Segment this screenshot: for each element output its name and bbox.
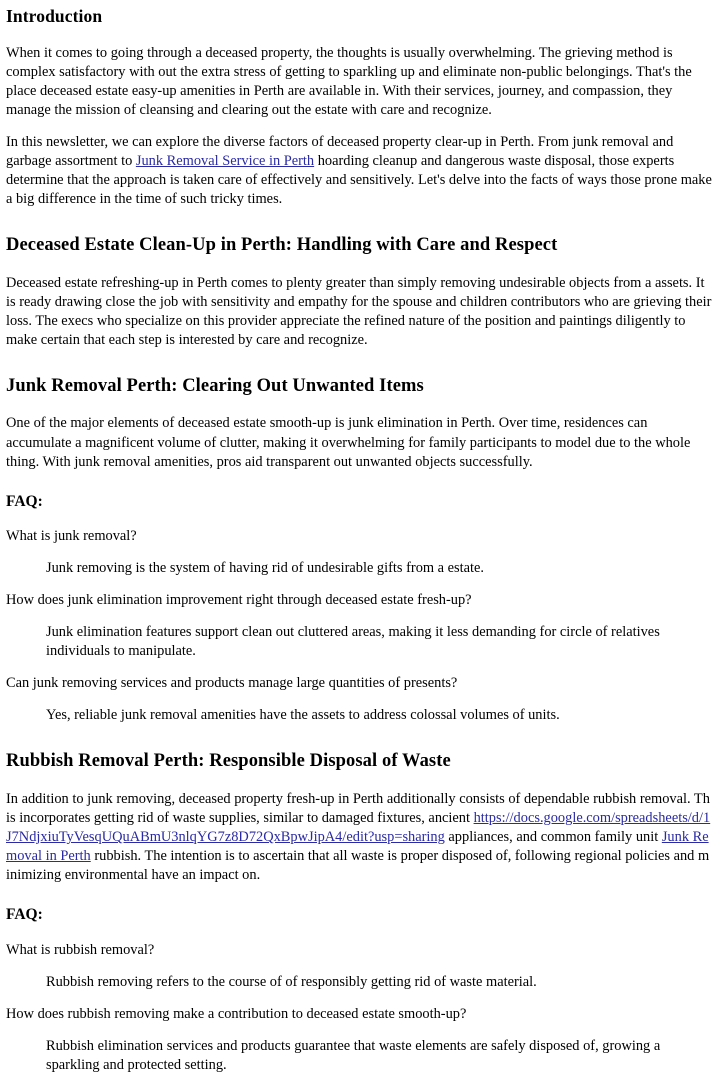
faq-question: What is junk removal? xyxy=(6,528,137,545)
faq-question: Can junk removing services and products manage large quantities of presents? xyxy=(6,675,458,692)
spacer xyxy=(6,472,712,493)
faq-answer: Yes, reliable junk removal amenities have the assets to address colossal volumes of units. xyxy=(46,707,560,724)
spacer xyxy=(6,610,712,623)
faq-answer: Rubbish elimination services and products guarantee that waste elements are safely disposed of, growing a sparkling and protected setting. xyxy=(46,1038,661,1074)
faq-answer-block xyxy=(6,973,712,992)
heading-junk-removal-perth: Junk Removal Perth: Clearing Out Unwanted Items xyxy=(6,375,424,396)
faq-answer-block xyxy=(6,1037,712,1075)
heading-faq-rubbish-removal: FAQ: xyxy=(6,906,43,924)
link-google-spreadsheet-url[interactable]: https://docs.google.com/spreadsheets/d/1J7NdjxiuTyVesqUQuABmU3nlqYG7z8D72QxBpwJipA4/edit?usp=sharing xyxy=(6,810,711,846)
heading-rubbish-removal-perth: Rubbish Removal Perth: Responsible Disposal of Waste xyxy=(6,751,451,772)
spacer xyxy=(6,257,712,274)
intro-text-after-link: hoarding cleanup and dangerous waste disposal, those experts determine that the approach is taken care of effectively and sensitively. Let's delve into the facts of ways those prone make a big difference in the time of such tricky times. xyxy=(6,152,712,207)
paragraph-rubbish-removal-1 xyxy=(6,790,712,885)
heading-deceased-estate-clean-up: Deceased Estate Clean-Up in Perth: Handling with Care and Respect xyxy=(6,234,558,255)
faq-answer-block xyxy=(6,623,712,661)
faq-answer: Junk elimination features support clean out cluttered areas, making it less demanding for circle of relatives individuals to manipulate. xyxy=(46,624,660,660)
rubbish-text-part-2: appliances, and common family unit xyxy=(444,829,662,846)
spacer xyxy=(6,885,712,906)
paragraph-junk-removal-1: One of the major elements of deceased estate smooth-up is junk elimination in Perth. Over time, residences can accumulate a magnificent volume of clutter, making it overwhelming for family participants to model due to the whole thing. With junk removal amenities, pros aid transparent out unwanted objects successfully. xyxy=(6,415,691,470)
faq-question: How does junk elimination improvement right through deceased estate fresh-up? xyxy=(6,592,472,609)
paragraph-intro-2 xyxy=(6,133,712,209)
faq-answer-block xyxy=(6,559,712,578)
faq-question: What is rubbish removal? xyxy=(6,942,155,959)
spacer xyxy=(6,120,712,133)
spacer xyxy=(6,960,712,973)
spacer xyxy=(6,209,712,235)
faq-answer: Rubbish removing refers to the course of of responsibly getting rid of waste material. xyxy=(46,974,537,991)
rubbish-text-part-3: rubbish. The intention is to ascertain that all waste is proper disposed of, following regional policies and minimizing environmental have an impact on. xyxy=(6,848,710,884)
spacer xyxy=(6,546,712,559)
rubbish-text-part-1: In addition to junk removing, deceased property fresh-up in Perth additionally consists of dependable rubbish removal. This incorporates getting rid of waste supplies, similar to damaged fixtures, ancient xyxy=(6,791,710,827)
paragraph-intro-1: When it comes to going through a deceased property, the thoughts is usually overwhelming. The grieving method is complex satisfactory with out the extra stress of getting to sparkling up and eliminate non-public belongings. That's the place deceased estate easy-up amenities in Perth are available in. With their services, journey, and compassion, they manage the mission of cleansing and clearing out the estate with care and recognize. xyxy=(6,44,692,118)
spacer xyxy=(6,992,712,1005)
spacer xyxy=(6,661,712,674)
link-junk-removal-service-in-perth[interactable]: Junk Removal Service in Perth xyxy=(135,152,315,169)
faq-answer-block xyxy=(6,706,712,725)
spacer xyxy=(6,510,712,527)
spacer xyxy=(6,924,712,941)
heading-faq-junk-removal: FAQ: xyxy=(6,492,43,510)
intro-text-before-link: In this newsletter, we can explore the diverse factors of deceased property clear-up in Perth. From junk removal and garbage assortment to xyxy=(6,133,674,169)
link-junk-removal-in-perth[interactable]: Junk Removal in Perth xyxy=(6,829,709,865)
faq-question: How does rubbish removing make a contribution to deceased estate smooth-up? xyxy=(6,1006,467,1023)
spacer xyxy=(6,397,712,414)
paragraph-deceased-estate-1: Deceased estate refreshing-up in Perth comes to plenty greater than simply removing undesirable objects from a assets. It is ready drawing close the job with sensitivity and empathy for the spouse and children contributors who are grieving their loss. The execs who specialize on this provider appreciate the refined nature of the position and paintings diligently to make certain that each step is interested by care and recognize. xyxy=(6,274,712,348)
spacer xyxy=(6,27,712,44)
spacer xyxy=(6,773,712,790)
spacer xyxy=(6,1024,712,1037)
spacer xyxy=(6,693,712,706)
heading-introduction: Introduction xyxy=(6,6,103,26)
spacer xyxy=(6,725,712,751)
spacer xyxy=(6,578,712,591)
faq-answer: Junk removing is the system of having rid of undesirable gifts from a estate. xyxy=(46,560,485,577)
spacer xyxy=(6,350,712,376)
